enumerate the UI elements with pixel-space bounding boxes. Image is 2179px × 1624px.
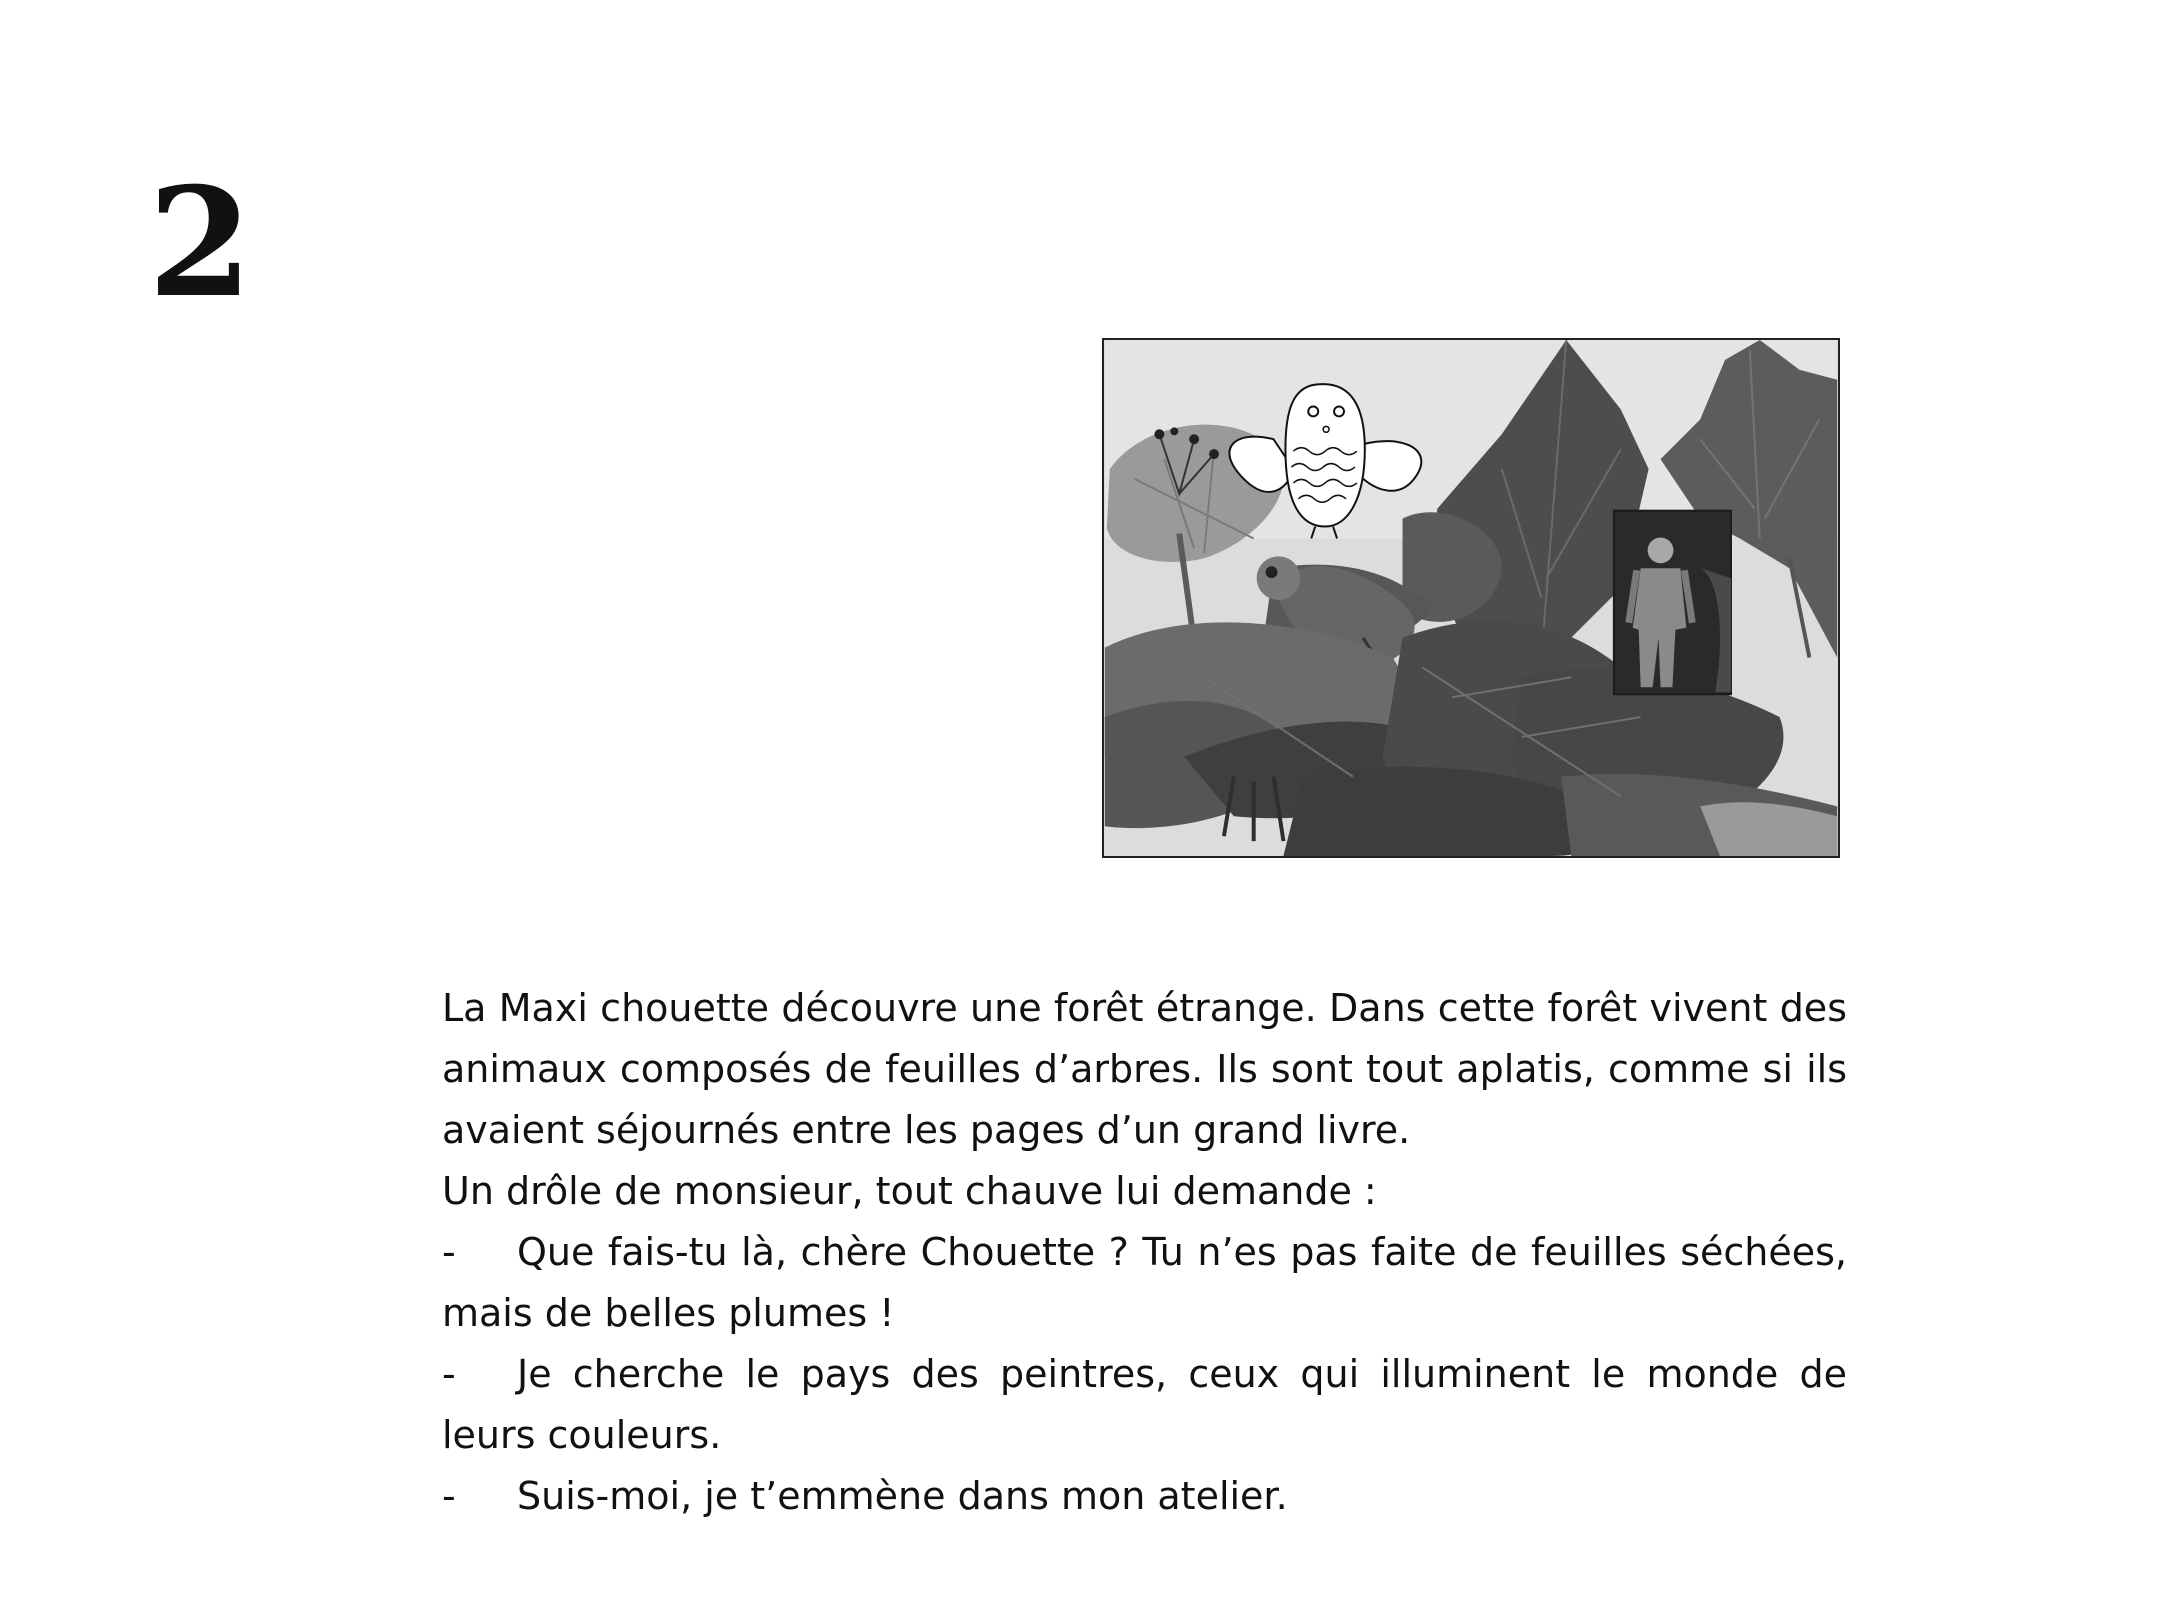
narration-paragraph: La Maxi chouette découvre une forêt étrange. Dans cette forêt vivent des animaux composés de feuilles d’arbres. Ils sont tout aplatis, comme si ils avaient séjournés entre les pages d’un grand livre. bbox=[442, 986, 1847, 1152]
man-photo bbox=[1614, 511, 1731, 695]
dialogue-line bbox=[442, 1222, 1847, 1344]
collage-illustration bbox=[1102, 338, 1840, 858]
dialogue-line bbox=[442, 1466, 1847, 1527]
dialogue-text: Je cherche le pays des peintres, ceux qui illuminent le monde de leurs couleurs. bbox=[442, 1352, 1847, 1457]
dialogue-dash: - bbox=[442, 1352, 456, 1396]
dialogue-line bbox=[442, 1344, 1847, 1466]
page-number: 2 bbox=[148, 155, 249, 331]
dialogue-dash: - bbox=[442, 1230, 456, 1274]
dialogue-text: Que fais-tu là, chère Chouette ? Tu n’es pas faite de feuilles séchées, mais de belles plumes ! bbox=[442, 1230, 1847, 1335]
story-text bbox=[442, 978, 1847, 1527]
dialogue-dash: - bbox=[442, 1474, 456, 1518]
intro-line: Un drôle de monsieur, tout chauve lui demande : bbox=[442, 1169, 1377, 1213]
dialogue-text: Suis-moi, je t’emmène dans mon atelier. bbox=[517, 1474, 1288, 1518]
